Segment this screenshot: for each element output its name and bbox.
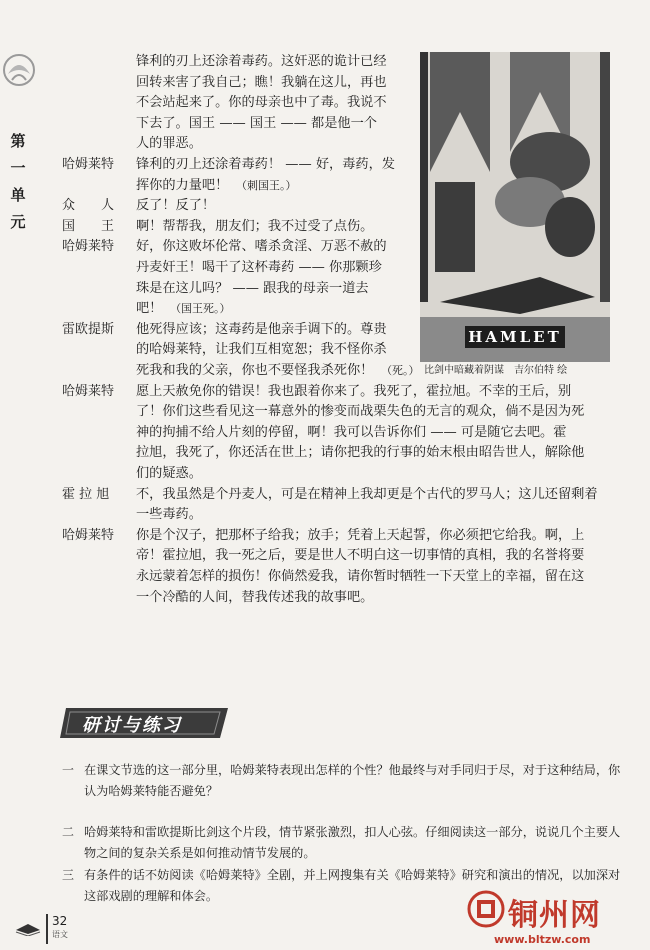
dialogue-text: 丹麦奸王！喝干了这杯毒药 —— 你那颗珍 xyxy=(136,260,382,275)
unit-label: 第 一 单 元 xyxy=(10,132,26,231)
illustration-caption: 比剑中暗藏着阴谋 吉尔伯特 绘 xyxy=(424,365,568,376)
dialogue-line xyxy=(136,93,387,113)
unit-emblem-icon xyxy=(2,50,36,90)
dialogue-line xyxy=(136,567,584,587)
question-text: 这部戏剧的理解和体会。 xyxy=(84,889,219,903)
stage-direction: （死。） xyxy=(386,364,420,377)
speaker-name: 哈姆莱特 xyxy=(62,383,115,399)
dialogue-text: 你是个汉子，把那杯子给我；放手；凭着上天起誓，你必须把它给我。啊，上 xyxy=(136,527,585,543)
dialogue-line xyxy=(136,423,566,443)
dialogue-text: 回转来害了我自己；瞧！我躺在这儿，再也 xyxy=(136,74,387,90)
dialogue-line xyxy=(136,176,297,196)
dialogue-line xyxy=(136,464,202,484)
dialogue-text: 帝！霍拉旭，我一死之后，要是世人不明白这一切事情的真相，我的名誉将要 xyxy=(136,548,585,564)
dialogue-text: 了！你们这些看见这一幕意外的惨变而战栗失色的无言的观众，倘不是因为死 xyxy=(136,404,585,420)
dialogue-line xyxy=(136,279,369,299)
dialogue-text: 啊！帮帮我，朋友们；我不过受了点伤。 xyxy=(136,218,374,234)
dialogue-text: 一个冷酷的人间，替我传述我的故事吧。 xyxy=(136,589,374,605)
question-number: 二 xyxy=(62,825,75,839)
dialogue-line xyxy=(136,258,382,278)
dialogue-line xyxy=(136,114,377,134)
dialogue-line xyxy=(136,505,202,525)
question-text: 在课文节选的这一部分里，哈姆莱特表现出怎样的个性？他最终与对手同归于尽，对于这种结局，你 xyxy=(84,763,621,777)
dialogue-line xyxy=(136,320,387,340)
dialogue-line xyxy=(136,485,598,505)
illustration-banner: HAMLET xyxy=(468,328,562,346)
dialogue-text: 挥你的力量吧！ xyxy=(136,177,229,193)
dialogue-text: 人的罪恶。 xyxy=(136,136,202,152)
speaker-name: 哈姆莱特 xyxy=(62,527,115,543)
dialogue-line xyxy=(136,588,373,608)
dialogue-text: 锋利的刃上还涂着毒药。这奸恶的诡计已经 xyxy=(136,54,387,69)
dialogue-text: 不会站起来了。你的母亲也中了毒。我说不 xyxy=(136,95,387,111)
dialogue-line xyxy=(136,52,387,72)
dialogue-text: 他死得应该；这毒药是他亲手调下的。尊贵 xyxy=(136,321,387,337)
hamlet-illustration xyxy=(420,52,610,362)
watermark-url: www.bltzw.com xyxy=(494,933,591,946)
dialogue-text: 神的拘捕不给人片刻的停留，啊！我可以告诉你们 —— 可是随它去吧。霍 xyxy=(136,424,567,440)
dialogue-line xyxy=(136,526,584,546)
dialogue-text: 反了！反了！ xyxy=(136,198,216,214)
dialogue-text: 永远蒙着怎样的损伤！你倘然爱我，请你暂时牺牲一下天堂上的幸福，留在这 xyxy=(136,569,585,584)
dialogue-line xyxy=(136,443,584,463)
dialogue-line xyxy=(136,155,395,175)
dialogue-text: 一些毒药。 xyxy=(136,507,202,523)
watermark-title: 铜州网 xyxy=(508,898,601,933)
dialogue-line xyxy=(136,73,387,93)
stage-direction: （刺国王。） xyxy=(241,178,297,192)
unit-sidebar xyxy=(0,0,40,950)
speaker-name: 霍 拉 旭 xyxy=(62,486,110,502)
watermark-logo xyxy=(466,889,506,929)
speaker-name: 哈姆莱特 xyxy=(62,239,115,255)
dialogue-line xyxy=(136,217,373,237)
dialogue-text: 好，你这败坏伦常、嗜杀贪淫、万恶不赦的 xyxy=(136,239,387,255)
dialogue-text: 不，我虽然是个丹麦人，可是在精神上我却更是个古代的罗马人；这儿还留剩着 xyxy=(136,486,598,502)
dialogue-text: 下去了。国王 —— 国王 —— 都是他一个 xyxy=(136,115,377,131)
footer-rule xyxy=(46,914,48,944)
subject-label: 语文 xyxy=(52,930,68,939)
question-text: 有条件的话不妨阅读《哈姆莱特》全剧，并上网搜集有关《哈姆莱特》研究和演出的情况，以加深对 xyxy=(84,868,621,882)
question-number: 三 xyxy=(62,868,75,882)
speaker-name: 众 人 xyxy=(62,198,115,214)
dialogue-text: 愿上天赦免你的错误！我也跟着你来了。我死了，霍拉旭。不幸的王后，别 xyxy=(136,383,572,399)
book-icon xyxy=(14,920,42,936)
dialogue-line xyxy=(136,361,420,381)
dialogue-line xyxy=(136,196,215,216)
dialogue-text: 们的疑惑。 xyxy=(136,466,202,481)
dialogue-line xyxy=(136,340,387,360)
dialogue-line xyxy=(136,546,584,566)
speaker-name: 雷欧提斯 xyxy=(62,321,115,337)
question-text: 哈姆莱特和雷欧提斯比剑这个片段，情节紧张激烈，扣人心弦。仔细阅读这一部分，说说几个主要人 xyxy=(84,825,621,839)
dialogue-line xyxy=(136,402,584,422)
dialogue-text: 的哈姆莱特，让我们互相宽恕；我不怪你杀 xyxy=(136,342,387,358)
dialogue-line xyxy=(136,237,387,257)
exercise-title: 研讨与练习 xyxy=(82,715,182,736)
question-text: 物之间的复杂关系是如何推动情节发展的。 xyxy=(84,846,316,860)
dialogue-text: 锋利的刃上还涂着毒药！ —— 好，毒药，发 xyxy=(136,157,395,172)
dialogue-line xyxy=(136,134,202,154)
speaker-name: 哈姆莱特 xyxy=(62,157,115,172)
dialogue-text: 珠是在这儿吗？ —— 跟我的母亲一道去 xyxy=(136,280,369,296)
dialogue-line xyxy=(136,299,231,319)
dialogue-text: 吧！ xyxy=(136,301,163,317)
page-number: 32 xyxy=(52,914,68,928)
question-text: 认为哈姆莱特能否避免？ xyxy=(84,784,219,798)
question-number: 一 xyxy=(62,763,75,777)
speaker-name: 国 王 xyxy=(62,218,115,234)
dialogue-text: 拉旭，我死了，你还活在世上；请你把我的行事的始末根由昭告世人，解除他 xyxy=(136,445,585,461)
dialogue-line xyxy=(136,382,571,402)
dialogue-text: 死我和我的父亲，你也不要怪我杀死你！ xyxy=(136,363,374,378)
stage-direction: （国王死。） xyxy=(175,302,231,316)
